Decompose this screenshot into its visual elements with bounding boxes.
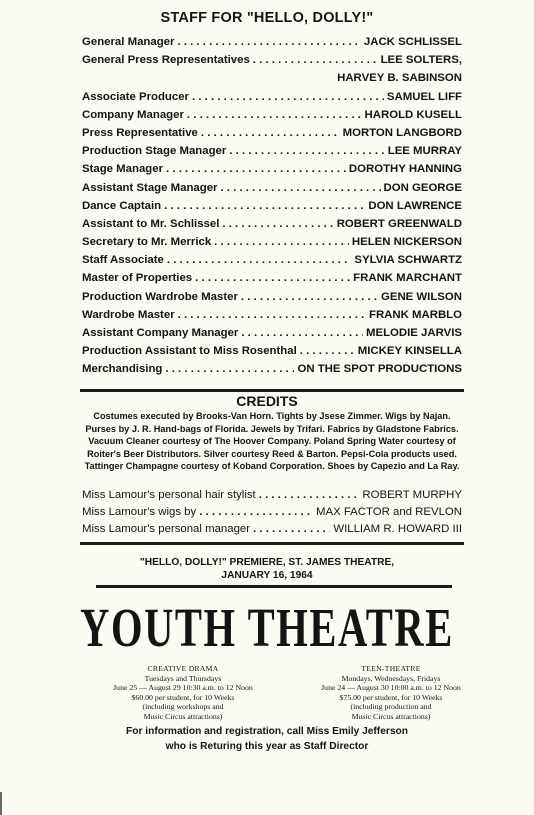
staff-name: ROBERT GREENWALD: [336, 217, 462, 230]
credits-text: Costumes executed by Brooks-Van Horn. Tights by Jsese Zimmer. Wigs by Najan. Purses by J. R. Hand-bags of Florida. Jewels by Trifari. Fabrics by Gladstone Fabrics. Vacuum Cleaner courtesy of The Hoover Company. Poland Spring Water courtesy of Roiter's Beer Distributors. Silver courtesy Reed & Barton. Pepsi-Cola products used. Tattinger Champagne courtesy of Koband Corporation. Shoes by Capezio and La Ray.: [84, 411, 460, 472]
staff-name: FRANK MARBLO: [368, 308, 462, 321]
lamour-name: WILLIAM R. HOWARD III: [333, 523, 462, 535]
staff-role: Production Wardrobe Master: [82, 290, 238, 303]
staff-role: Stage Manager: [82, 163, 164, 176]
column-heading: CREATIVE DRAMA: [147, 664, 219, 673]
staff-name: DON GEORGE: [383, 181, 462, 194]
leader-dots: [199, 506, 313, 518]
leader-dots: [253, 523, 330, 535]
staff-row: [82, 218, 462, 236]
leader-dots: [253, 54, 378, 66]
staff-row: [82, 127, 462, 145]
column-note: (including production and: [350, 702, 432, 711]
staff-row: [82, 291, 462, 309]
divider-rule: [80, 542, 464, 545]
premiere-note: [0, 556, 534, 582]
leader-dots: [259, 489, 360, 501]
premiere-line: "HELLO, DOLLY!" PREMIERE, ST. JAMES THEATRE,: [139, 557, 395, 568]
staff-role: Secretary to Mr. Merrick: [82, 236, 212, 249]
staff-name: DOROTHY HANNING: [348, 163, 462, 176]
staff-name: JACK SCHLISSEL: [363, 36, 462, 48]
staff-row: [82, 309, 462, 327]
column-days: Tuesdays and Thursdays: [144, 673, 222, 683]
credits-title: CREDITS: [236, 393, 298, 409]
staff-role: Production Stage Manager: [82, 145, 227, 158]
staff-row-continuation: [82, 72, 462, 90]
leader-dots: [192, 91, 384, 103]
leader-dots: [195, 272, 350, 284]
staff-row: [82, 182, 462, 200]
creative-drama-column: [78, 664, 288, 721]
column-note: (including workshops and: [142, 702, 224, 711]
leader-dots: [165, 363, 294, 375]
lamour-name: ROBERT MURPHY: [362, 489, 462, 501]
staff-row: [82, 345, 462, 363]
staff-row: [82, 254, 462, 272]
staff-row: [82, 163, 462, 181]
lamour-name: MAX FACTOR and REVLON: [315, 506, 462, 518]
staff-row: [82, 363, 462, 381]
staff-name: GENE WILSON: [380, 290, 462, 303]
staff-name: HELEN NICKERSON: [351, 236, 462, 249]
staff-role: Assistant Stage Manager: [82, 181, 218, 194]
staff-row: [82, 236, 462, 254]
staff-row: [82, 109, 462, 127]
staff-role: Staff Associate: [82, 254, 164, 267]
divider-rule: [96, 585, 452, 588]
staff-row: [82, 91, 462, 109]
staff-role: Wardrobe Master: [82, 308, 175, 321]
staff-role: Assistant Company Manager: [82, 327, 239, 339]
leader-dots: [166, 163, 346, 175]
staff-role: Assistant to Mr. Schlissel: [82, 217, 220, 230]
staff-name: LEE MURRAY: [387, 145, 462, 158]
teen-theatre-column: [286, 664, 496, 721]
leader-dots: [220, 182, 380, 194]
column-dates: June 24 — August 30 10:00 a.m. to 12 Noon: [321, 683, 461, 692]
youth-theatre-title: YOUTH THEATRE: [80, 598, 454, 659]
lamour-row: [82, 506, 462, 523]
leader-dots: [229, 145, 384, 157]
staff-list: [82, 36, 462, 382]
info-line: who is Returing this year as Staff Director: [165, 741, 369, 752]
staff-name: SAMUEL LIFF: [386, 90, 462, 103]
column-price: $75.00 per student, for 10 Weeks: [339, 692, 443, 702]
info-line: For information and registration, call Miss Emily Jefferson: [126, 726, 408, 737]
staff-row: [82, 145, 462, 163]
staff-role: Production Assistant to Miss Rosenthal: [82, 345, 297, 358]
staff-role: Merchandising: [82, 363, 163, 376]
staff-row: [82, 36, 462, 54]
lamour-role: Miss Lamour's wigs by: [82, 506, 197, 518]
staff-name: MICKEY KINSELLA: [357, 345, 462, 358]
staff-role: Press Representative: [82, 126, 198, 139]
lamour-row: [82, 523, 462, 540]
leader-dots: [214, 236, 349, 248]
page-edge-mark: [0, 792, 2, 815]
lamour-role: Miss Lamour's personal hair stylist: [82, 489, 256, 501]
lamour-credits: [82, 489, 462, 540]
column-note: Music Circus attractions): [351, 711, 431, 721]
leader-dots: [177, 36, 360, 48]
staff-role: General Manager: [82, 36, 175, 48]
leader-dots: [164, 200, 365, 212]
staff-name: FRANK MARCHANT: [353, 272, 462, 285]
staff-name: HARVEY B. SABINSON: [337, 72, 462, 85]
column-note: Music Circus attractions): [143, 711, 223, 721]
lamour-role: Miss Lamour's personal manager: [82, 523, 251, 535]
staff-title: STAFF FOR "HELLO, DOLLY!": [160, 10, 374, 26]
lamour-row: [82, 489, 462, 506]
column-dates: June 25 — August 29 10:30 a.m. to 12 Noon: [113, 683, 253, 692]
leader-dots: [222, 218, 333, 230]
staff-name: HAROLD KUSELL: [364, 108, 462, 121]
staff-row: [82, 272, 462, 290]
staff-role: General Press Representatives: [82, 54, 250, 67]
staff-name: LEE SOLTERS,: [380, 54, 462, 67]
staff-row: [82, 54, 462, 72]
leader-dots: [167, 254, 352, 266]
staff-name: MORTON LANGBORD: [342, 126, 462, 139]
registration-info: [0, 724, 534, 754]
staff-role: Associate Producer: [82, 90, 189, 103]
column-price: $60.00 per student, for 10 Weeks: [131, 692, 235, 702]
staff-name: SYLVIA SCHWARTZ: [354, 254, 462, 267]
leader-dots: [178, 309, 366, 321]
premiere-date: JANUARY 16, 1964: [221, 570, 313, 581]
staff-role: Company Manager: [82, 108, 184, 121]
staff-row: [82, 200, 462, 218]
staff-name: MELODIE JARVIS: [366, 327, 462, 339]
leader-dots: [201, 127, 340, 139]
staff-role: Dance Captain: [82, 199, 162, 212]
leader-dots: [187, 109, 362, 121]
column-days: Mondays, Wednesdays, Fridays: [341, 673, 441, 683]
staff-role: Master of Properties: [82, 272, 193, 285]
staff-name: DON LAWRENCE: [368, 199, 462, 212]
staff-row: [82, 327, 462, 345]
leader-dots: [300, 345, 355, 357]
column-heading: TEEN-THEATRE: [361, 664, 421, 673]
leader-dots: [241, 327, 363, 339]
divider-rule: [80, 389, 464, 392]
staff-name: ON THE SPOT PRODUCTIONS: [297, 363, 462, 376]
leader-dots: [241, 291, 378, 303]
